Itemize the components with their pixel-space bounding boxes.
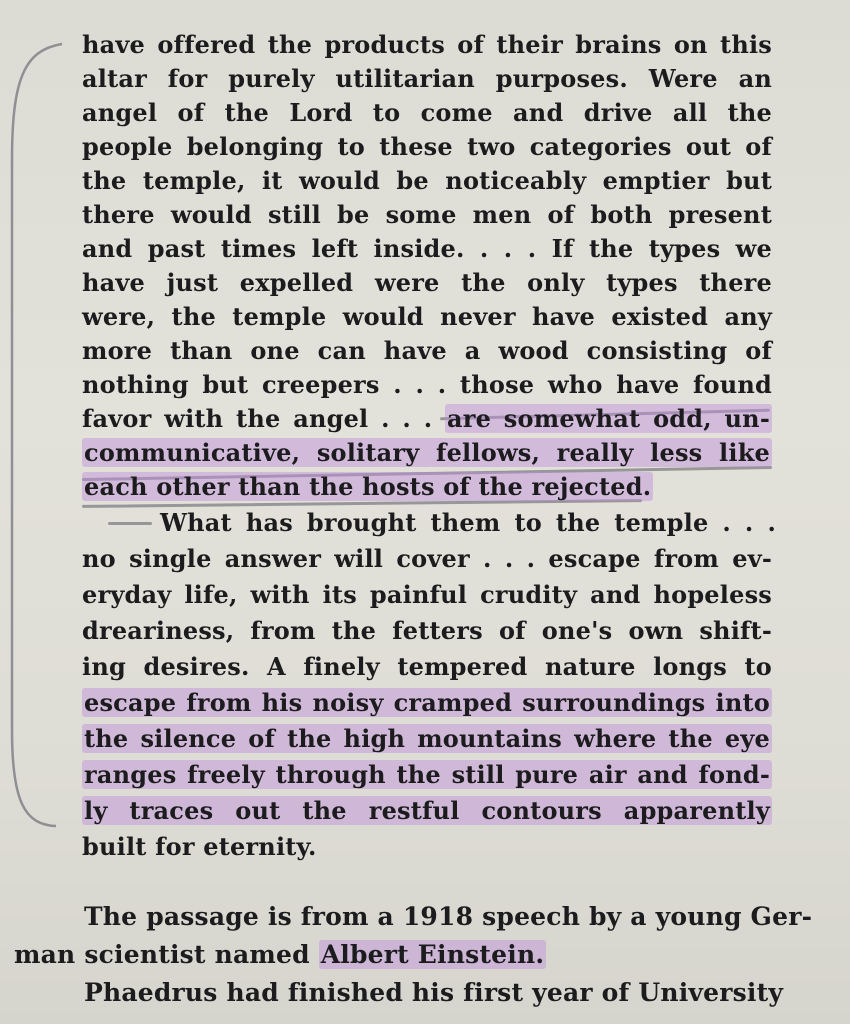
text-line bbox=[82, 686, 772, 720]
pencil-dash bbox=[108, 522, 152, 525]
highlighted-text: Albert Einstein. bbox=[320, 940, 545, 969]
pencil-bracket-mark bbox=[4, 40, 64, 830]
highlighted-text: escape from his noisy cramped surroundings into bbox=[84, 688, 770, 717]
text-line bbox=[82, 470, 772, 504]
text-line: man scientist named Albert Einstein. bbox=[14, 940, 545, 969]
text-line: have just expelled were the only types there bbox=[82, 268, 772, 297]
text-line bbox=[82, 794, 772, 828]
text-line: there would still be some men of both present bbox=[82, 200, 772, 229]
highlighted-text: communicative, solitary fellows, really less like bbox=[84, 438, 770, 467]
text-line bbox=[82, 436, 772, 470]
highlighted-text: each other than the hosts of the rejected. bbox=[84, 472, 652, 501]
text-line: Phaedrus had finished his first year of University bbox=[84, 978, 784, 1007]
text-line: no single answer will cover . . . escape from ev- bbox=[82, 544, 772, 573]
text-line: angel of the Lord to come and drive all the bbox=[82, 98, 772, 127]
text-line: have offered the products of their brains on this bbox=[82, 30, 772, 59]
text-line bbox=[82, 758, 772, 792]
highlighted-text: ranges freely through the still pure air and fond- bbox=[84, 760, 770, 789]
text-line bbox=[82, 722, 772, 756]
text-line: What has brought them to the temple . . . bbox=[160, 508, 776, 537]
highlighted-text: ly traces out the restful contours apparently bbox=[84, 796, 770, 825]
text-line: dreariness, from the fetters of one's own shift- bbox=[82, 616, 772, 645]
text-line: eryday life, with its painful crudity and hopeless bbox=[82, 580, 772, 609]
text-line: The passage is from a 1918 speech by a young Ger- bbox=[84, 902, 813, 931]
text-line: nothing but creepers . . . those who have found bbox=[82, 370, 772, 399]
text-line: people belonging to these two categories out of bbox=[82, 132, 772, 161]
text-line: favor with the angel . . . are somewhat odd, un- bbox=[82, 404, 770, 433]
highlighted-text: the silence of the high mountains where the eye bbox=[84, 724, 770, 753]
text-line: and past times left inside. . . . If the types we bbox=[82, 234, 772, 263]
highlighted-text: are somewhat odd, un- bbox=[447, 404, 770, 433]
text-line: altar for purely utilitarian purposes. Were an bbox=[82, 64, 772, 93]
text-line: more than one can have a wood consisting of bbox=[82, 336, 772, 365]
text-line: built for eternity. bbox=[82, 832, 317, 861]
text-line: were, the temple would never have existed any bbox=[82, 302, 772, 331]
text-line: ing desires. A finely tempered nature longs to bbox=[82, 652, 772, 681]
text-line: the temple, it would be noticeably emptier but bbox=[82, 166, 772, 195]
